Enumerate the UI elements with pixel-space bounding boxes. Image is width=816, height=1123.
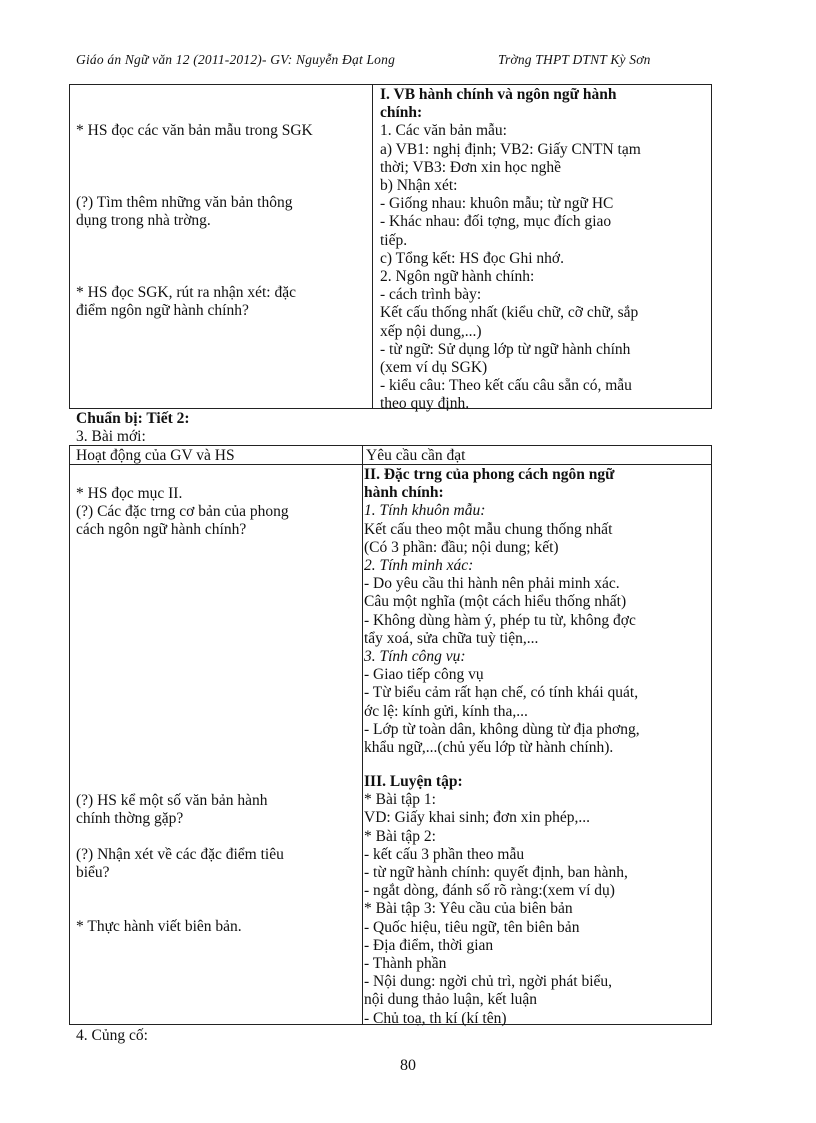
section-ii-3-title: 3. Tính công vụ: (364, 648, 466, 666)
header-left: Giáo án Ngữ văn 12 (2011-2012)- GV: Nguyễn Đạt Long (76, 52, 396, 67)
table-2-left-p3: (?) Nhận xét về các đặc điểm tiêu biểu? (76, 846, 284, 882)
section-i-heading: I. VB hành chính và ngôn ngữ hành (380, 86, 617, 103)
practice-section: III. Luyện tập: * Bài tập 1: VD: Giấy khai sinh; đơn xin phép,... * Bài tập 2: - kết cấu 3 phần theo mẫu - từ ngữ hành chính: quyết định, ban hành, - ngắt dòng, đánh số rõ ràng:(xem ví dụ) * Bài tập 3: Yêu cầu của biên bản - Quốc hiệu, tiêu ngữ, tên biên bản - Địa điểm, thời gian - Thành phần - Nội dung: ngời chủ trì, ngời phát biểu, nội dung thảo luận, kết luận - Chủ toạ, th kí (kí tên) (364, 773, 628, 1027)
page-number: 80 (400, 1057, 416, 1074)
table-1-left-p3: * HS đọc SGK, rút ra nhận xét: đặc điểm ngôn ngữ hành chính? (76, 284, 296, 320)
table-2-header-right: Yêu cầu cần đạt (366, 447, 466, 464)
header-right: Trờng THPT DTNT Kỳ Sơn (498, 52, 651, 67)
section-ii-1-title: 1. Tính khuôn mẫu: (364, 502, 486, 520)
section-ii-2-title: 2. Tính minh xác: (364, 557, 474, 575)
table-2-divider (362, 445, 363, 1025)
section-iii-heading: III. Luyện tập: (364, 773, 463, 790)
lesson-heading: 3. Bài mới: (76, 428, 146, 445)
prep-heading: Chuẩn bị: Tiết 2: (76, 410, 190, 427)
table-1-divider (372, 84, 373, 409)
table-2-right-column: II. Đặc trng của phong cách ngôn ngữ hành chính: 1. Tính khuôn mẫu: Kết cấu theo một mẫu chung thống nhất (Có 3 phần: đầu; nội dung; kết) 2. Tính minh xác: - Do yêu cầu thi hành nên phải minh xác. Câu một nghĩa (một cách hiểu thống nhất) - Không dùng hàm ý, phép tu từ, không đợc tẩy xoá, sửa chữa tuỳ tiện,... 3. Tính công vụ: - Giao tiếp công vụ - Từ biểu cảm rất hạn chế, có tính khái quát, ớc lệ: kính gửi, kính tha,... - Lớp từ toàn dân, không dùng từ địa phơng, khẩu ngữ,...(chủ yếu lớp từ hành chính). (364, 466, 640, 757)
table-1-right-column: I. VB hành chính và ngôn ngữ hành chính: 1. Các văn bản mẫu: a) VB1: nghị định; VB2: Giấy CNTN tạm thời; VB3: Đơn xin học nghề b) Nhận xét: - Giống nhau: khuôn mẫu; từ ngữ HC - Khác nhau: đối tợng, mục đích giao tiếp. c) Tổng kết: HS đọc Ghi nhớ. 2. Ngôn ngữ hành chính: - cách trình bày: Kết cấu thống nhất (kiểu chữ, cỡ chữ, sắp xếp nội dung,...) - từ ngữ: Sử dụng lớp từ ngữ hành chính (xem ví dụ SGK) - kiểu câu: Theo kết cấu câu sẵn có, mẫu theo quy định. (380, 86, 641, 413)
table-2-left-p2: (?) HS kể một số văn bản hành chính thờng gặp? (76, 792, 268, 828)
table-1-left-p2: (?) Tìm thêm những văn bản thông dụng trong nhà trờng. (76, 194, 293, 230)
table-2-left-p4: * Thực hành viết biên bản. (76, 918, 242, 935)
section-ii-heading: II. Đặc trng của phong cách ngôn ngữ (364, 466, 615, 483)
table-2-header-left: Hoạt động của GV và HS (76, 447, 235, 464)
table-1-left-column (76, 122, 313, 140)
consolidation-heading: 4. Củng cố: (76, 1027, 148, 1044)
table-2-left-p1: * HS đọc mục II. (?) Các đặc trng cơ bản của phong cách ngôn ngữ hành chính? (76, 485, 289, 539)
table-1-left-p1: * HS đọc các văn bản mẫu trong SGK (76, 122, 313, 139)
